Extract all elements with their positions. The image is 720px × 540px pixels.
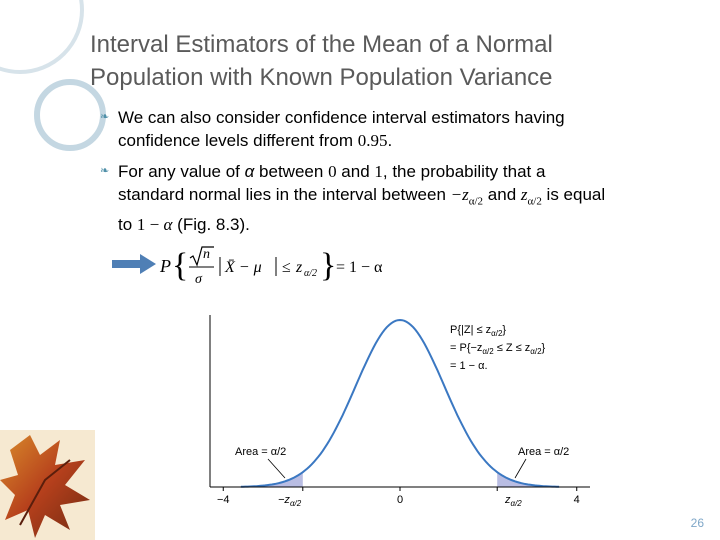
bullet-2: ❧ For any value of α between 0 and 1, the probability that a standard normal lies in the interval between $-z_{\alpha/2}$ and $z_{\alpha/2}$ is equal to 1 − α (Fig. 8.3). <box>100 162 606 235</box>
autumn-leaf-image <box>0 430 95 540</box>
right-area-label: Area = α/2 <box>518 446 570 458</box>
neg-z-label: $-z_{\alpha/2}$ <box>278 494 302 508</box>
bullet-icon: ❧ <box>100 111 110 123</box>
svg-text:α/2: α/2 <box>304 268 318 279</box>
svg-text:z: z <box>296 259 303 276</box>
svg-text:≤: ≤ <box>282 259 291 276</box>
prob-annotation-line3: = 1 − α. <box>450 360 488 372</box>
svg-text:P: P <box>160 256 171 276</box>
svg-text:{: { <box>172 247 189 284</box>
svg-text:σ: σ <box>195 272 202 287</box>
svg-text:n: n <box>203 247 210 262</box>
left-area-label: Area = α/2 <box>235 446 287 458</box>
page-number: 26 <box>690 516 704 530</box>
svg-text:= 1 − α: = 1 − α <box>336 259 383 276</box>
bullet-1: ❧ We can also consider confidence interval estimators having confidence levels different from 0.95. <box>100 108 565 150</box>
svg-text:}: } <box>320 247 337 284</box>
prob-annotation-line1: $P\{|Z| \le z_{\alpha/2}\}$ <box>450 324 507 338</box>
x-tick-label: 4 <box>573 494 580 506</box>
prob-annotation-line2: = $P\{-z_{\alpha/2} \le Z \le z_{\alpha/2}\}$ <box>450 342 546 356</box>
slide-title: Interval Estimators of the Mean of a Normal Population with Known Population Variance <box>90 31 553 91</box>
z-label: $z_{\alpha/2}$ <box>505 494 522 508</box>
bullet-icon: ❧ <box>100 165 110 177</box>
svg-text:X̄ − μ: X̄ − μ <box>225 259 262 276</box>
right-arrow-icon <box>112 254 156 274</box>
normal-curve-figure <box>150 305 600 515</box>
x-tick-label: −4 <box>216 494 230 506</box>
confidence-formula <box>158 242 398 292</box>
x-tick-label: 0 <box>396 494 404 506</box>
